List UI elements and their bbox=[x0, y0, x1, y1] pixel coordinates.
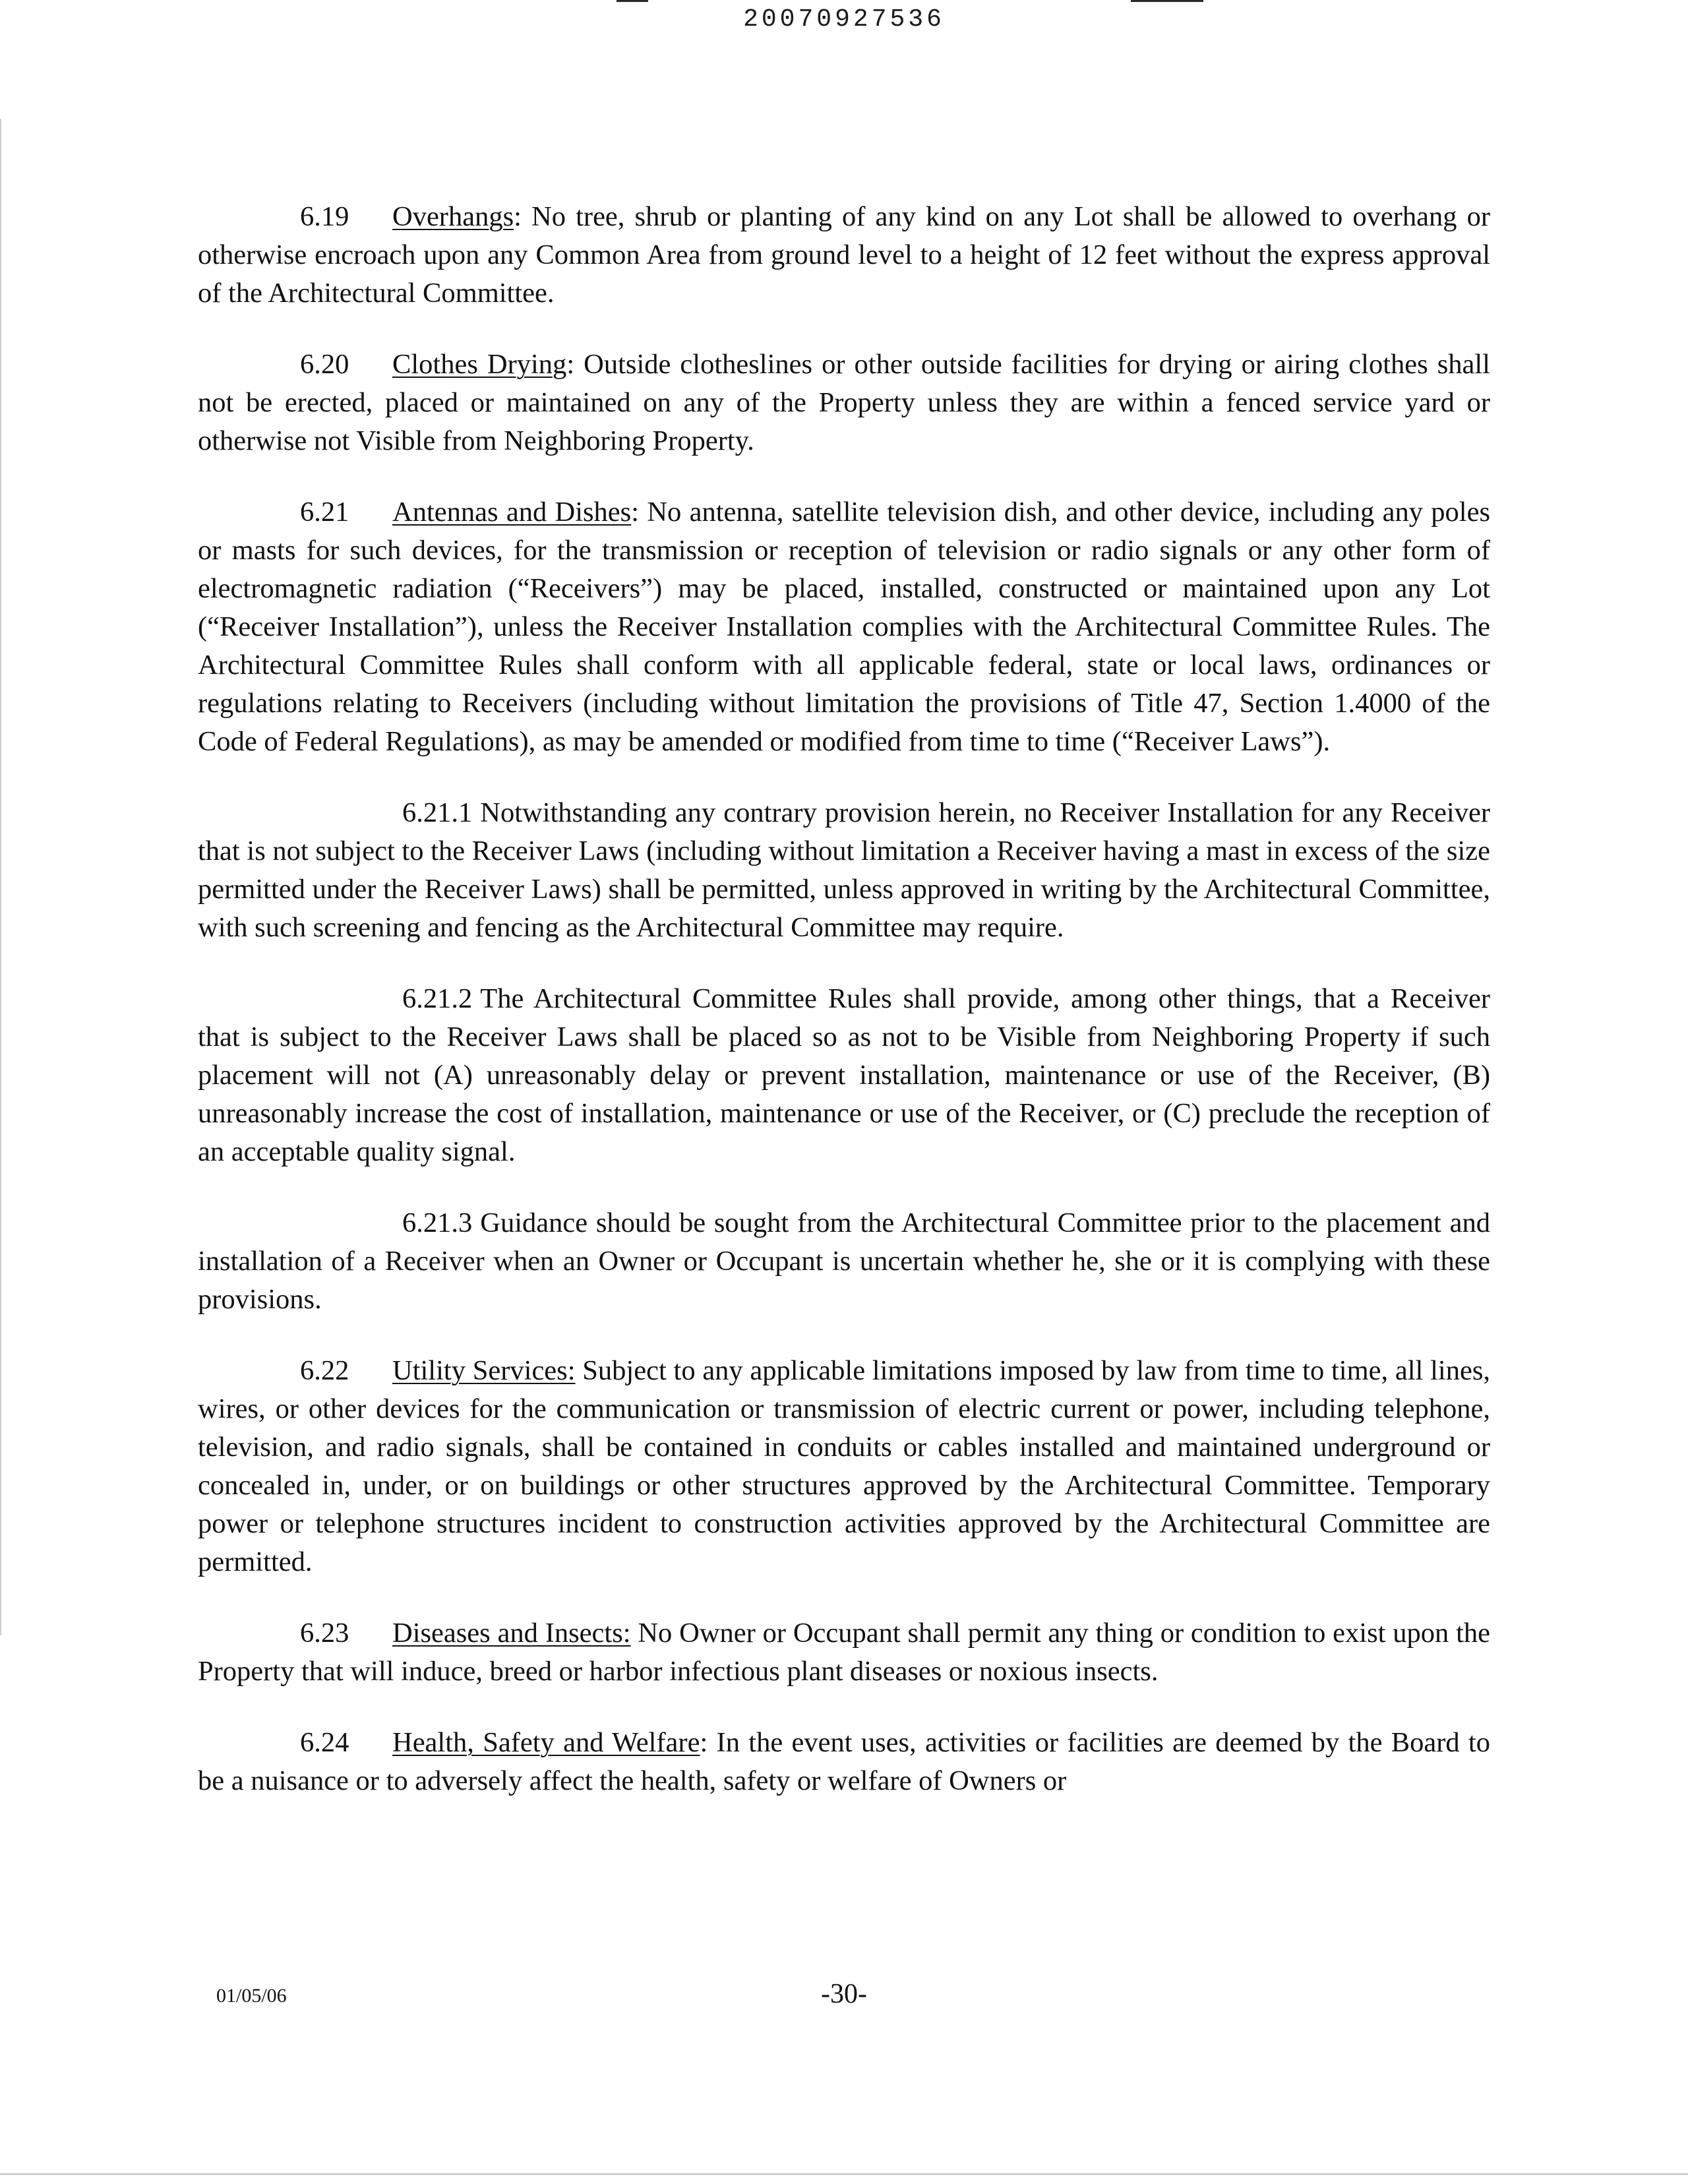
heading-separator: : bbox=[566, 349, 575, 380]
section-number: 6.20 bbox=[300, 349, 349, 380]
section-number: 6.21 bbox=[300, 497, 349, 528]
scan-mark-top-right bbox=[1131, 0, 1203, 2]
page-number: -30- bbox=[821, 1979, 867, 2009]
heading-separator: : bbox=[514, 201, 522, 232]
section-number: 6.22 bbox=[300, 1355, 349, 1386]
section-number: 6.19 bbox=[300, 201, 349, 232]
section-heading: Clothes Drying bbox=[392, 349, 567, 380]
footer-date: 01/05/06 bbox=[216, 1985, 287, 2007]
section-number: 6.23 bbox=[300, 1618, 349, 1649]
paragraph-6-21-2 bbox=[198, 980, 1490, 1171]
paragraph-6-21-3 bbox=[198, 1204, 1490, 1319]
section-text: No tree, shrub or planting of any kind on any Lot shall be allowed to overhang or otherwise encroach upon any Common Area from ground level to a height of 12 feet without the express approval of the Architectural Committee. bbox=[198, 201, 1490, 309]
section-number: 6.24 bbox=[300, 1727, 349, 1758]
section-text: In the event uses, activities or facilities are deemed by the Board to be a nuisance or to adversely affect the health, safety or welfare of Owners or bbox=[198, 1727, 1490, 1796]
subsection-number: 6.21.1 bbox=[402, 797, 473, 828]
section-heading: Diseases and Insects: bbox=[392, 1618, 631, 1649]
scan-mark-left-edge bbox=[0, 119, 1, 1635]
section-heading: Utility Services: bbox=[392, 1355, 576, 1386]
section-text: Outside clotheslines or other outside facilities for drying or airing clothes shall not be erected, placed or maintained on any of the Property unless they are within a fenced service yard or otherwise not Visible from Neighboring Property. bbox=[198, 349, 1490, 456]
scan-mark-bottom-edge bbox=[0, 2173, 1688, 2175]
heading-separator: : bbox=[700, 1727, 708, 1758]
paragraph-6-20 bbox=[198, 346, 1490, 460]
section-heading: Health, Safety and Welfare bbox=[392, 1727, 700, 1758]
section-text: Notwithstanding any contrary provision herein, no Receiver Installation for any Receiver that is not subject to the Receiver Laws (including without limitation a Receiver having a mast in excess of the size permitted under the Receiver Laws) shall be permitted, unless approved in writing by the Architectural Committee, with such screening and fencing as the Architectural Committee may require. bbox=[198, 797, 1490, 943]
subsection-number: 6.21.2 bbox=[402, 983, 473, 1014]
paragraph-6-22 bbox=[198, 1352, 1490, 1581]
section-text: Guidance should be sought from the Architectural Committee prior to the placement and installation of a Receiver when an Owner or Occupant is uncertain whether he, she or it is complying with these provisions. bbox=[198, 1207, 1490, 1315]
section-text: Subject to any applicable limitations imposed by law from time to time, all lines, wires, or other devices for the communication or transmission of electric current or power, including telephone, television, and radio signals, shall be contained in conduits or cables installed and maintained underground or concealed in, under, or on buildings or other structures approved by the Architectural Committee. Temporary power or telephone structures incident to construction activities approved by the Architectural Committee are permitted. bbox=[198, 1355, 1490, 1577]
section-text: The Architectural Committee Rules shall provide, among other things, that a Receiver that is subject to the Receiver Laws shall be placed so as not to be Visible from Neighboring Property if such placement will not (A) unreasonably delay or prevent installation, maintenance or use of the Receiver, (B) unreasonably increase the cost of installation, maintenance or use of the Receiver, or (C) preclude the reception of an acceptable quality signal. bbox=[198, 983, 1490, 1167]
paragraph-6-21 bbox=[198, 493, 1490, 761]
section-text: No antenna, satellite television dish, and other device, including any poles or masts for such devices, for the transmission or reception of television or radio signals or any other form of electromagnetic radiation (“Receivers”) may be placed, installed, constructed or maintained upon any Lot (“Receiver Installation”), unless the Receiver Installation complies with the Architectural Committee Rules. The Architectural Committee Rules shall conform with all applicable federal, state or local laws, ordinances or regulations relating to Receivers (including without limitation the provisions of Title 47, Section 1.4000 of the Code of Federal Regulations), as may be amended or modified from time to time (“Receiver Laws”). bbox=[198, 497, 1490, 757]
paragraph-6-24 bbox=[198, 1724, 1490, 1800]
paragraph-6-23 bbox=[198, 1614, 1490, 1691]
section-text: No Owner or Occupant shall permit any thing or condition to exist upon the Property that will induce, breed or harbor infectious plant diseases or noxious insects. bbox=[198, 1618, 1490, 1687]
section-heading: Antennas and Dishes bbox=[392, 497, 632, 528]
subsection-number: 6.21.3 bbox=[402, 1207, 473, 1238]
paragraph-6-19 bbox=[198, 198, 1490, 313]
scan-mark-top-left bbox=[617, 0, 648, 2]
heading-separator: : bbox=[631, 497, 640, 528]
document-number: 20070927536 bbox=[743, 5, 945, 34]
section-heading: Overhangs bbox=[392, 201, 514, 232]
paragraph-6-21-1 bbox=[198, 794, 1490, 947]
document-body bbox=[198, 198, 1490, 1833]
